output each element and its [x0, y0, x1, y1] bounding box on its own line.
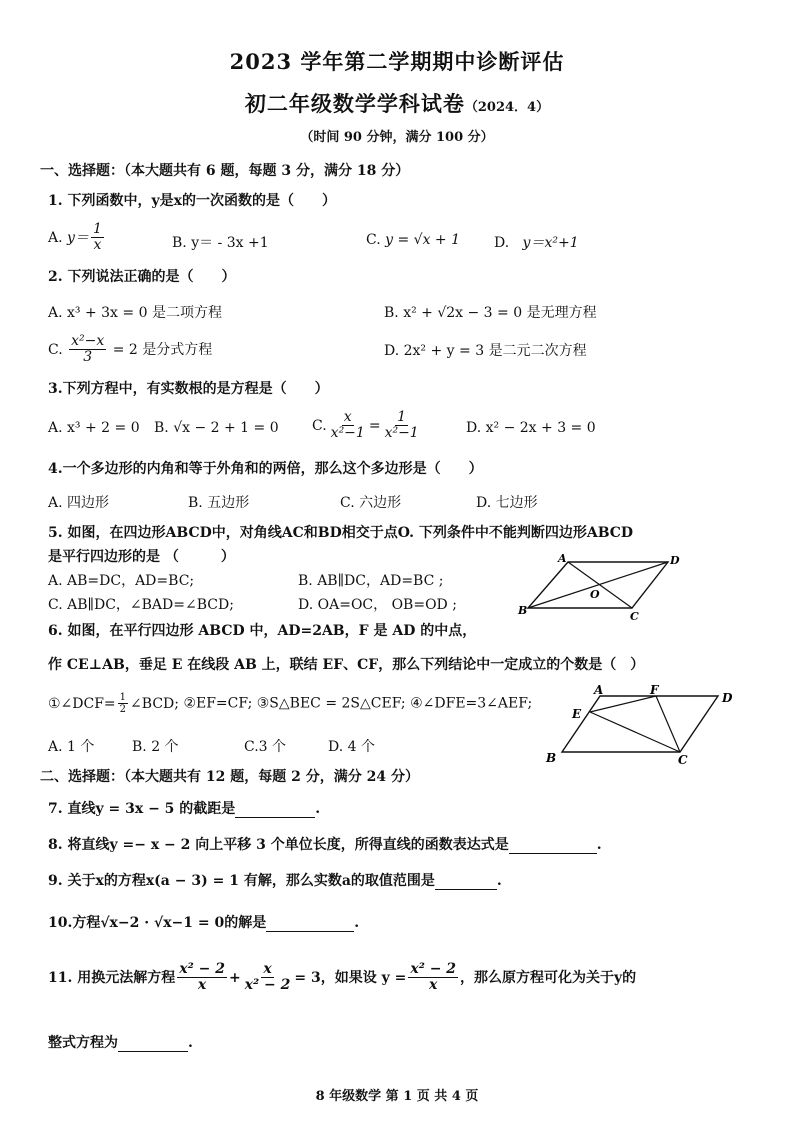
q6-label-f: F	[650, 684, 659, 697]
q1-option-d: D. y＝x²+1	[494, 235, 579, 251]
q2-option-a: A. x³ + 3x = 0 是二项方程	[48, 305, 222, 321]
section2-heading: 二、选择题：（本大题共有 12 题，每题 2 分，满分 24 分）	[40, 769, 419, 785]
q6-conclusion-1: ①∠DCF= $\frac{1}{2}$ ∠BCD;	[48, 692, 179, 715]
q3-option-b: B. √x − 2 + 1 = 0	[154, 420, 279, 436]
q7: 7. 直线y = 3x − 5 的截距是 .	[48, 801, 321, 817]
q5-parallelogram-figure	[510, 550, 690, 622]
q3-option-a: A. x³ + 2 = 0	[48, 420, 140, 436]
q6-label-c: C	[678, 753, 688, 767]
q1-stem: 1. 下列函数中，y是x的一次函数的是（ ）	[48, 193, 336, 209]
q11-fraction-2: $\frac{x}{\text{x² − 2}}$	[244, 961, 291, 994]
q5-option-c: C. AB∥DC，∠BAD=∠BCD;	[48, 597, 234, 613]
q6-label-b: B	[546, 751, 557, 765]
q6-parallelogram-figure	[540, 684, 740, 770]
q4-option-c: C. 六边形	[340, 495, 402, 511]
q11-fraction-1: $\frac{\text{x² − 2}}{x}$	[179, 961, 225, 994]
q2-fraction: $\frac{\text{x²−x}}{3}$	[71, 333, 105, 366]
exam-title: 2023 学年第二学期期中诊断评估	[229, 49, 565, 74]
q8-answer-blank[interactable]	[509, 839, 597, 854]
q4-option-a: A. 四边形	[48, 495, 110, 511]
exam-subject-title	[0, 88, 794, 118]
q1-option-a: A. y＝ $\frac{1}{x}$	[48, 221, 102, 254]
q3-stem: 3.下列方程中，有实数根的是方程是（ ）	[48, 381, 329, 397]
q6-conclusions	[48, 692, 532, 715]
q6-label-a: A	[594, 684, 604, 697]
q6-stem-line1: 6. 如图，在平行四边形 ABCD 中，AD=2AB，F 是 AD 的中点，	[48, 623, 477, 639]
q10-answer-blank[interactable]	[266, 917, 354, 932]
q2-option-d: D. 2x² + y = 3 是二元二次方程	[384, 343, 587, 359]
q5-diagonal-ac	[568, 562, 632, 608]
q6-segment-ef	[590, 696, 656, 712]
q5-label-a: A	[558, 552, 567, 565]
q7-answer-blank[interactable]	[235, 803, 315, 818]
q6-parallelogram-outline	[562, 696, 718, 752]
q6-segment-cf	[656, 696, 680, 752]
q5-label-c: C	[630, 610, 639, 622]
q3-option-c: C. $\frac{x}{\text{x²−1}}$ = $\frac{1}{\text{x²−1}}$	[312, 409, 419, 442]
q2-stem: 2. 下列说法正确的是（ ）	[48, 269, 236, 285]
page-footer: 8 年级数学 第 1 页 共 4 页	[315, 1089, 479, 1104]
section1-heading: 一、选择题：（本大题共有 6 题，每题 3 分，满分 18 分）	[40, 163, 410, 179]
subject-title-text: 初二年级数学学科试卷	[244, 91, 465, 116]
q3-option-d: D. x² − 2x + 3 = 0	[466, 420, 596, 436]
q2-option-c: C. $\frac{\text{x²−x}}{3}$ = 2 是分式方程	[48, 333, 213, 366]
q5-label-o: O	[590, 588, 600, 601]
q9: 9. 关于x的方程x(a − 3) = 1 有解，那么实数a的取值范围是 .	[48, 873, 502, 889]
q6-label-e: E	[572, 707, 582, 721]
exam-date: （2024．4）	[464, 100, 550, 115]
q1-fraction: $\frac{1}{x}$	[92, 221, 102, 254]
q6-option-d: D. 4 个	[328, 739, 375, 755]
q5-option-b: B. AB∥DC，AD=BC ;	[298, 573, 444, 589]
q4-option-d: D. 七边形	[476, 495, 538, 511]
q1-option-c: C. y = √x + 1	[366, 232, 461, 248]
q4-stem: 4.一个多边形的内角和等于外角和的两倍，那么这个多边形是（ ）	[48, 461, 483, 477]
q10: 10.方程√x−2 · √x−1 = 0的解是 .	[48, 915, 360, 931]
q6-option-c: C.3 个	[244, 739, 287, 755]
q2-option-b: B. x² + √2x − 3 = 0 是无理方程	[384, 305, 597, 321]
q3-fraction-right: $\frac{1}{\text{x²−1}}$	[384, 409, 419, 442]
q5-option-a: A. AB=DC，AD=BC;	[48, 573, 195, 589]
exam-time-score: （时间 90 分钟，满分 100 分）	[300, 130, 494, 145]
q11-answer-blank[interactable]	[118, 1037, 188, 1052]
q6-conclusion-4: ④∠DFE=3∠AEF;	[410, 695, 533, 712]
q6-option-a: A. 1 个	[48, 739, 95, 755]
q3-fraction-left: $\frac{x}{\text{x²−1}}$	[330, 409, 365, 442]
q5-option-d: D. OA=OC， OB=OD ;	[298, 597, 457, 613]
q1-option-b: B. y＝ - 3x +1	[172, 235, 269, 251]
q8: 8. 将直线y =− x − 2 向上平移 3 个单位长度，所得直线的函数表达式是 .	[48, 837, 602, 853]
q6-stem-line2: 作 CE⊥AB，垂足 E 在线段 AB 上，联结 EF、CF，那么下列结论中一定成立的个数是（ ）	[48, 657, 645, 673]
q6-label-d: D	[722, 691, 733, 705]
q5-stem-line1: 5. 如图，在四边形ABCD中，对角线AC和BD相交于点O. 下列条件中不能判断四边形ABCD	[48, 525, 634, 541]
q9-answer-blank[interactable]	[435, 875, 497, 890]
q5-label-b: B	[518, 604, 528, 617]
q5-label-d: D	[670, 554, 680, 567]
q5-stem-line2: 是平行四边形的是 （ ）	[48, 549, 235, 565]
q11-fraction-3: $\frac{\text{x² − 2}}{x}$	[410, 961, 457, 994]
q11-line1: 11. 用换元法解方程 $\frac{\text{x² − 2}}{x}$ + $\frac{x}{\text{x² − 2}}$ = 3，如果设 y = $\frac{\text{x² − 2}}{x}$ ，那么原方程可化为关于y的	[48, 961, 637, 994]
q4-option-b: B. 五边形	[188, 495, 250, 511]
q6-conclusion-3: ③S△BEC = 2S△CEF;	[256, 695, 406, 712]
q6-conclusion-2: ②EF=CF;	[183, 695, 253, 712]
q6-segment-ce	[590, 712, 680, 752]
q6-option-b: B. 2 个	[132, 739, 179, 755]
q11-line2: 整式方程为 .	[48, 1035, 193, 1051]
q5-diagonal-bd	[528, 562, 668, 608]
